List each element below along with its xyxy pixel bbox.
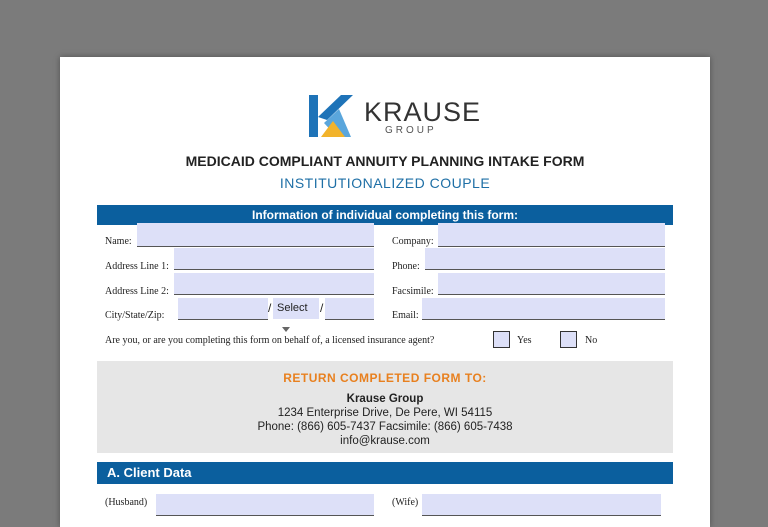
- form-title: MEDICAID COMPLIANT ANNUITY PLANNING INTAKE FORM: [185, 153, 585, 169]
- email-input[interactable]: [422, 298, 665, 319]
- brand-name: KRAUSE: [364, 97, 482, 127]
- phone-input[interactable]: [425, 248, 665, 269]
- state-select-value: Select: [277, 302, 308, 314]
- name-field[interactable]: [137, 223, 374, 247]
- form-page: [60, 57, 710, 527]
- address1-field[interactable]: [174, 248, 374, 270]
- address1-label: Address Line 1:: [105, 261, 169, 272]
- husband-name-field[interactable]: [156, 494, 374, 516]
- name-label: Name:: [105, 236, 132, 247]
- return-to-box: [97, 361, 673, 453]
- facsimile-input[interactable]: [438, 273, 665, 294]
- city-input[interactable]: [178, 298, 268, 319]
- address2-input[interactable]: [174, 273, 374, 294]
- return-address: 1234 Enterprise Drive, De Pere, WI 54115: [277, 407, 493, 419]
- wife-label: (Wife): [392, 497, 419, 508]
- email-label: Email:: [392, 310, 419, 321]
- brand-sub: GROUP: [385, 125, 437, 136]
- email-field[interactable]: [422, 298, 665, 320]
- husband-label: (Husband): [105, 497, 148, 508]
- husband-name-input[interactable]: [156, 494, 374, 515]
- section-info-header: Information of individual completing this form:: [97, 205, 673, 225]
- wife-name-field[interactable]: [422, 494, 661, 516]
- form-subtitle: INSTITUTIONALIZED COUPLE: [279, 175, 491, 191]
- state-zip-separator: /: [320, 301, 324, 315]
- return-company: Krause Group: [346, 393, 424, 405]
- city-state-zip-label: City/State/Zip:: [105, 310, 165, 321]
- zip-field[interactable]: [325, 298, 374, 320]
- agent-question: Are you, or are you completing this form on behalf of, a licensed insurance agent?: [105, 335, 435, 346]
- name-input[interactable]: [137, 223, 374, 246]
- company-input[interactable]: [438, 223, 665, 246]
- agent-yes-label: Yes: [517, 335, 532, 346]
- agent-no-label: No: [585, 335, 598, 346]
- state-select[interactable]: [273, 298, 319, 319]
- return-phones: Phone: (866) 605-7437 Facsimile: (866) 605-7438: [257, 421, 513, 433]
- address1-input[interactable]: [174, 248, 374, 269]
- agent-no-checkbox[interactable]: [560, 331, 577, 348]
- company-label: Company:: [392, 236, 434, 247]
- agent-yes-checkbox[interactable]: [493, 331, 510, 348]
- facsimile-field[interactable]: [438, 273, 665, 295]
- facsimile-label: Facsimile:: [392, 286, 434, 297]
- chevron-down-icon: [282, 327, 290, 332]
- phone-field[interactable]: [425, 248, 665, 270]
- return-heading: RETURN COMPLETED FORM TO:: [283, 371, 487, 385]
- wife-name-input[interactable]: [422, 494, 661, 515]
- city-field[interactable]: [178, 298, 268, 320]
- return-email: info@krause.com: [340, 435, 430, 447]
- section-client-header: A. Client Data: [97, 462, 673, 484]
- city-state-separator: /: [268, 301, 272, 315]
- phone-label: Phone:: [392, 261, 420, 272]
- company-field[interactable]: [438, 223, 665, 247]
- address2-label: Address Line 2:: [105, 286, 169, 297]
- address2-field[interactable]: [174, 273, 374, 295]
- zip-input[interactable]: [325, 298, 374, 319]
- krause-logo-icon: [307, 93, 355, 139]
